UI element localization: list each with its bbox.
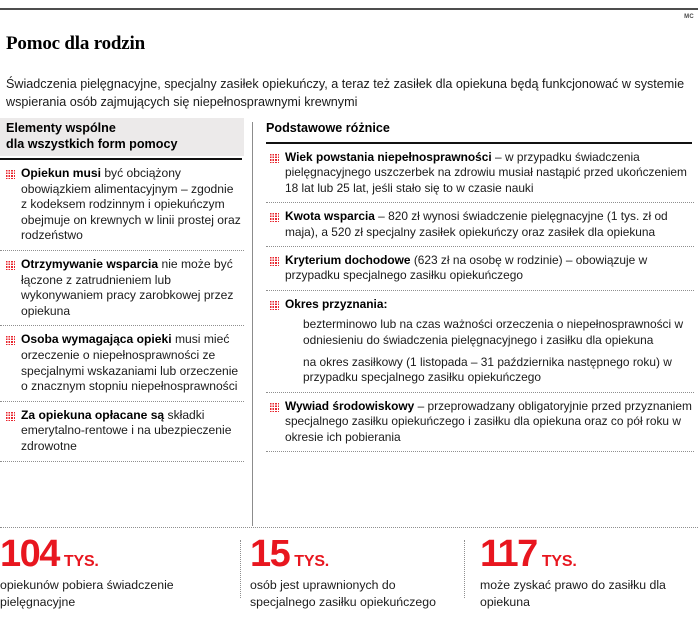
stat-number-row — [480, 534, 698, 574]
grid-dots-icon — [270, 301, 279, 310]
grid-dots-icon — [6, 412, 15, 421]
list-item — [0, 326, 244, 401]
grid-dots-icon — [6, 261, 15, 270]
list-item-body: – w przypadku świadczenia pielęgnacyjnego uszczerbek na zdrowiu musiał nastąpić przed ukończeniem 18 lat lub 25 lat, jeśli stało się to w czasie nauki — [285, 150, 687, 195]
list-item-text — [21, 408, 242, 455]
list-item-text — [285, 209, 692, 240]
list-item-lead: Za opiekuna opłacane są — [21, 407, 165, 422]
list-item-sub-paragraph: bezterminowo lub na czas ważności orzeczenia o niepełnosprawności w odniesieniu do świadczenia pielęgnacyjnego i zasiłku dla opiekuna — [303, 317, 684, 347]
left-heading-line-1: Elementy wspólne — [6, 121, 116, 135]
stat-number: 117 — [480, 533, 537, 575]
list-item-lead: Osoba wymagająca opieki — [21, 332, 172, 347]
list-item-text — [285, 399, 692, 445]
list-item-lead: Kwota wsparcia — [285, 209, 375, 224]
list-item-lead: Okres przyznania: — [285, 296, 388, 311]
stat-description: opiekunów pobiera świadczenie pielęgnacyjne — [0, 578, 174, 609]
grid-dots-icon — [6, 336, 15, 345]
list-item-lead: Kryterium dochodowe — [285, 253, 411, 268]
list-item — [266, 247, 694, 291]
page-title: Pomoc dla rodzin — [6, 32, 145, 54]
list-item — [266, 203, 694, 247]
grid-dots-icon — [270, 154, 279, 163]
grid-dots-icon — [6, 170, 15, 179]
list-item — [266, 291, 694, 393]
left-column — [0, 118, 244, 462]
left-column-heading — [0, 118, 244, 156]
list-item-body: – 820 zł wynosi świadczenie pielęgnacyjne (1 tys. zł od maja), a 520 zł specjalny zasiłek opiekuńczy oraz zasiłek dla opiekuna — [285, 209, 668, 239]
list-item-body: nie może być łączone z zatrudnieniem lub wykonywaniem pracy zarobkowej przez opiekuna — [21, 256, 234, 318]
list-item-text — [21, 332, 242, 394]
list-item-text — [21, 257, 242, 319]
list-item-text — [285, 150, 692, 196]
grid-dots-icon — [270, 257, 279, 266]
stat-number-row — [0, 534, 240, 574]
stat-unit: TYS. — [63, 553, 99, 570]
stat-number: 104 — [0, 533, 59, 575]
author-credit: MC — [684, 14, 694, 20]
column-divider — [252, 122, 253, 526]
left-heading-line-2: dla wszystkich form pomocy — [6, 137, 178, 151]
list-item-lead: Otrzymywanie wsparcia — [21, 256, 159, 271]
stat-description: osób jest uprawnionych do specjalnego zasiłku opiekuńczego — [250, 578, 436, 609]
stats-strip — [0, 534, 698, 610]
grid-dots-icon — [270, 213, 279, 222]
list-item-lead: Wywiad środowiskowy — [285, 398, 415, 413]
stat-divider — [464, 540, 465, 598]
stat-unit: TYS. — [294, 553, 330, 570]
list-item-body: być obciążony obowiązkiem alimentacyjnym – zgodnie z kodeksem rodzinnym i opiekuńczym obejmuje on krewnych w linii prostej oraz rodzeństwo — [21, 166, 241, 243]
list-item-sub-paragraph: na okres zasiłkowy (1 listopada – 31 października następnego roku) w przypadku specjalnego zasiłku opiekuńczego — [303, 355, 672, 385]
list-item — [0, 402, 244, 462]
grid-dots-icon — [270, 403, 279, 412]
list-item-text — [285, 297, 692, 386]
right-column-heading: Podstawowe różnice — [266, 121, 390, 135]
list-item-text — [21, 166, 242, 244]
stat-block — [240, 534, 464, 610]
top-rule — [0, 8, 698, 10]
list-item-lead: Opiekun musi — [21, 166, 101, 180]
stat-block — [0, 534, 240, 610]
stat-description: może zyskać prawo do zasiłku dla opiekuna — [480, 578, 666, 609]
list-item — [266, 144, 694, 203]
list-item-lead: Wiek powstania niepełnosprawności — [285, 150, 492, 164]
right-column — [266, 118, 694, 452]
stat-number-row — [250, 534, 464, 574]
list-item-body: musi mieć orzeczenie o niepełnosprawności ze specjalnymi wskazaniami lub orzeczenie o znacznym stopniu niepełnosprawności — [21, 332, 239, 394]
list-item — [266, 393, 694, 452]
stat-unit: TYS. — [541, 553, 577, 570]
stats-separator-rule — [0, 527, 698, 528]
list-item-body: (623 zł na osobę w rodzinie) – obowiązuje w przypadku specjalnego zasiłku opiekuńczego — [285, 253, 648, 283]
list-item-body: składki emerytalno-rentowe i na ubezpieczenie zdrowotne — [21, 407, 232, 453]
stat-divider — [240, 540, 241, 598]
list-item — [0, 251, 244, 326]
stat-block — [464, 534, 698, 610]
list-item — [0, 160, 244, 251]
standfirst-text: Świadczenia pielęgnacyjne, specjalny zasiłek opiekuńczy, a teraz też zasiłek dla opiekuna będą funkcjonować w systemie wspierania osób zajmujących się niepełnosprawnymi krewnymi — [6, 76, 685, 109]
list-item-text — [285, 253, 692, 284]
stat-number: 15 — [250, 533, 290, 575]
list-item-body: – przeprowadzany obligatoryjnie przed przyznaniem specjalnego zasiłku opiekuńczego i zasiłku dla opiekuna oraz co pół roku w okresie ich pobierania — [285, 398, 692, 444]
